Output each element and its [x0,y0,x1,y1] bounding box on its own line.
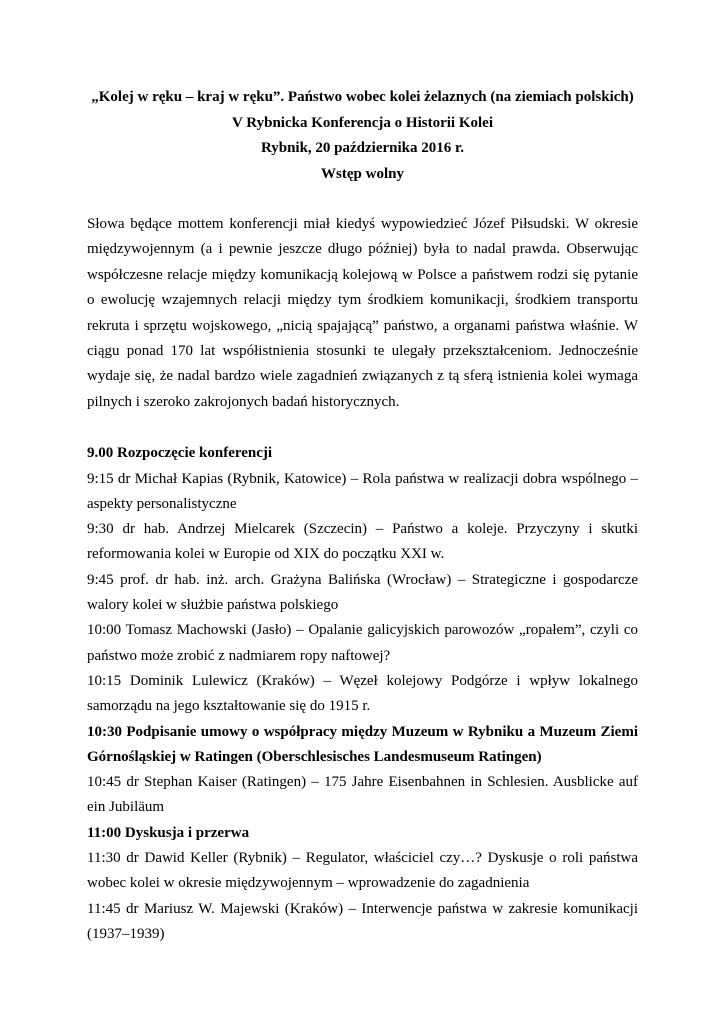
agenda-item: 10:30 Podpisanie umowy o współpracy między Muzeum w Rybniku a Muzeum Ziemi Górnośląskiej w Ratingen (Oberschlesisches Landesmuseum Ratingen) [87,723,638,765]
agenda-item: 11:30 dr Dawid Keller (Rybnik) – Regulator, właściciel czy…? Dyskusje o roli państwa wobec kolei w okresie międzywojennym – wprowadzenie do zagadnienia [87,850,638,892]
agenda-item: 10:00 Tomasz Machowski (Jasło) – Opalanie galicyjskich parowozów „ropałem”, czyli co państwo może zrobić z nadmiarem ropy naftowej? [87,622,638,664]
entry-info: Wstęp wolny [321,165,404,182]
document-page [87,85,638,947]
agenda-item: 9.00 Rozpoczęcie konferencji [87,445,273,462]
agenda-list [87,441,638,947]
agenda-item: 9:45 prof. dr hab. inż. arch. Grażyna Balińska (Wrocław) – Strategiczne i gospodarcze walory kolei w służbie państwa polskiego [87,571,638,614]
conference-name: V Rybnicka Konferencja o Historii Kolei [232,114,493,131]
agenda-item: 9:15 dr Michał Kapias (Rybnik, Katowice) – Rola państwa w realizacji dobra wspólnego – aspekty personalistyczne [87,470,638,512]
conference-title: „Kolej w ręku – kraj w ręku”. Państwo wobec kolei żelaznych (na ziemiach polskich) [91,89,634,105]
intro-paragraph: Słowa będące mottem konferencji miał kiedyś wypowiedzieć Józef Piłsudski. W okresie międzywojennym (a i pewnie jeszcze długo później) była to nadal prawda. Obserwując współczesne relacje między komunikacją kolejową w Polsce a państwem rodzi się pytanie o ewolucję wzajemnych relacji między tym środkiem komunikacji, środkiem transportu rekruta i sprzętu wojskowego, „nicią spajającą” państwo, a organami państwa właśnie. W ciągu ponad 170 lat współistnienia stosunki te ulegały przekształceniom. Jednocześnie wydaje się, że nadal bardzo wiele zagadnień związanych z tą sferą istnienia kolei wymaga pilnych i szeroko zakrojonych badań historycznych. [87,216,638,410]
agenda-item: 11:45 dr Mariusz W. Majewski (Kraków) – Interwencje państwa w zakresie komunikacji (1937–1939) [87,900,638,942]
agenda-item: 9:30 dr hab. Andrzej Mielcarek (Szczecin) – Państwo a koleje. Przyczyny i skutki reformowania kolei w Europie od XIX do początku XXI w. [87,521,638,563]
conference-date-place: Rybnik, 20 października 2016 r. [260,140,465,156]
agenda-item: 10:15 Dominik Lulewicz (Kraków) – Węzeł kolejowy Podgórze i wpływ lokalnego samorządu na jego kształtowanie się do 1915 r. [87,672,638,715]
agenda-item: 10:45 dr Stephan Kaiser (Ratingen) – 175 Jahre Eisenbahnen in Schlesien. Ausblicke auf ein Jubiläum [87,774,638,816]
document-header [87,85,638,187]
agenda-item: 11:00 Dyskusja i przerwa [87,824,250,841]
